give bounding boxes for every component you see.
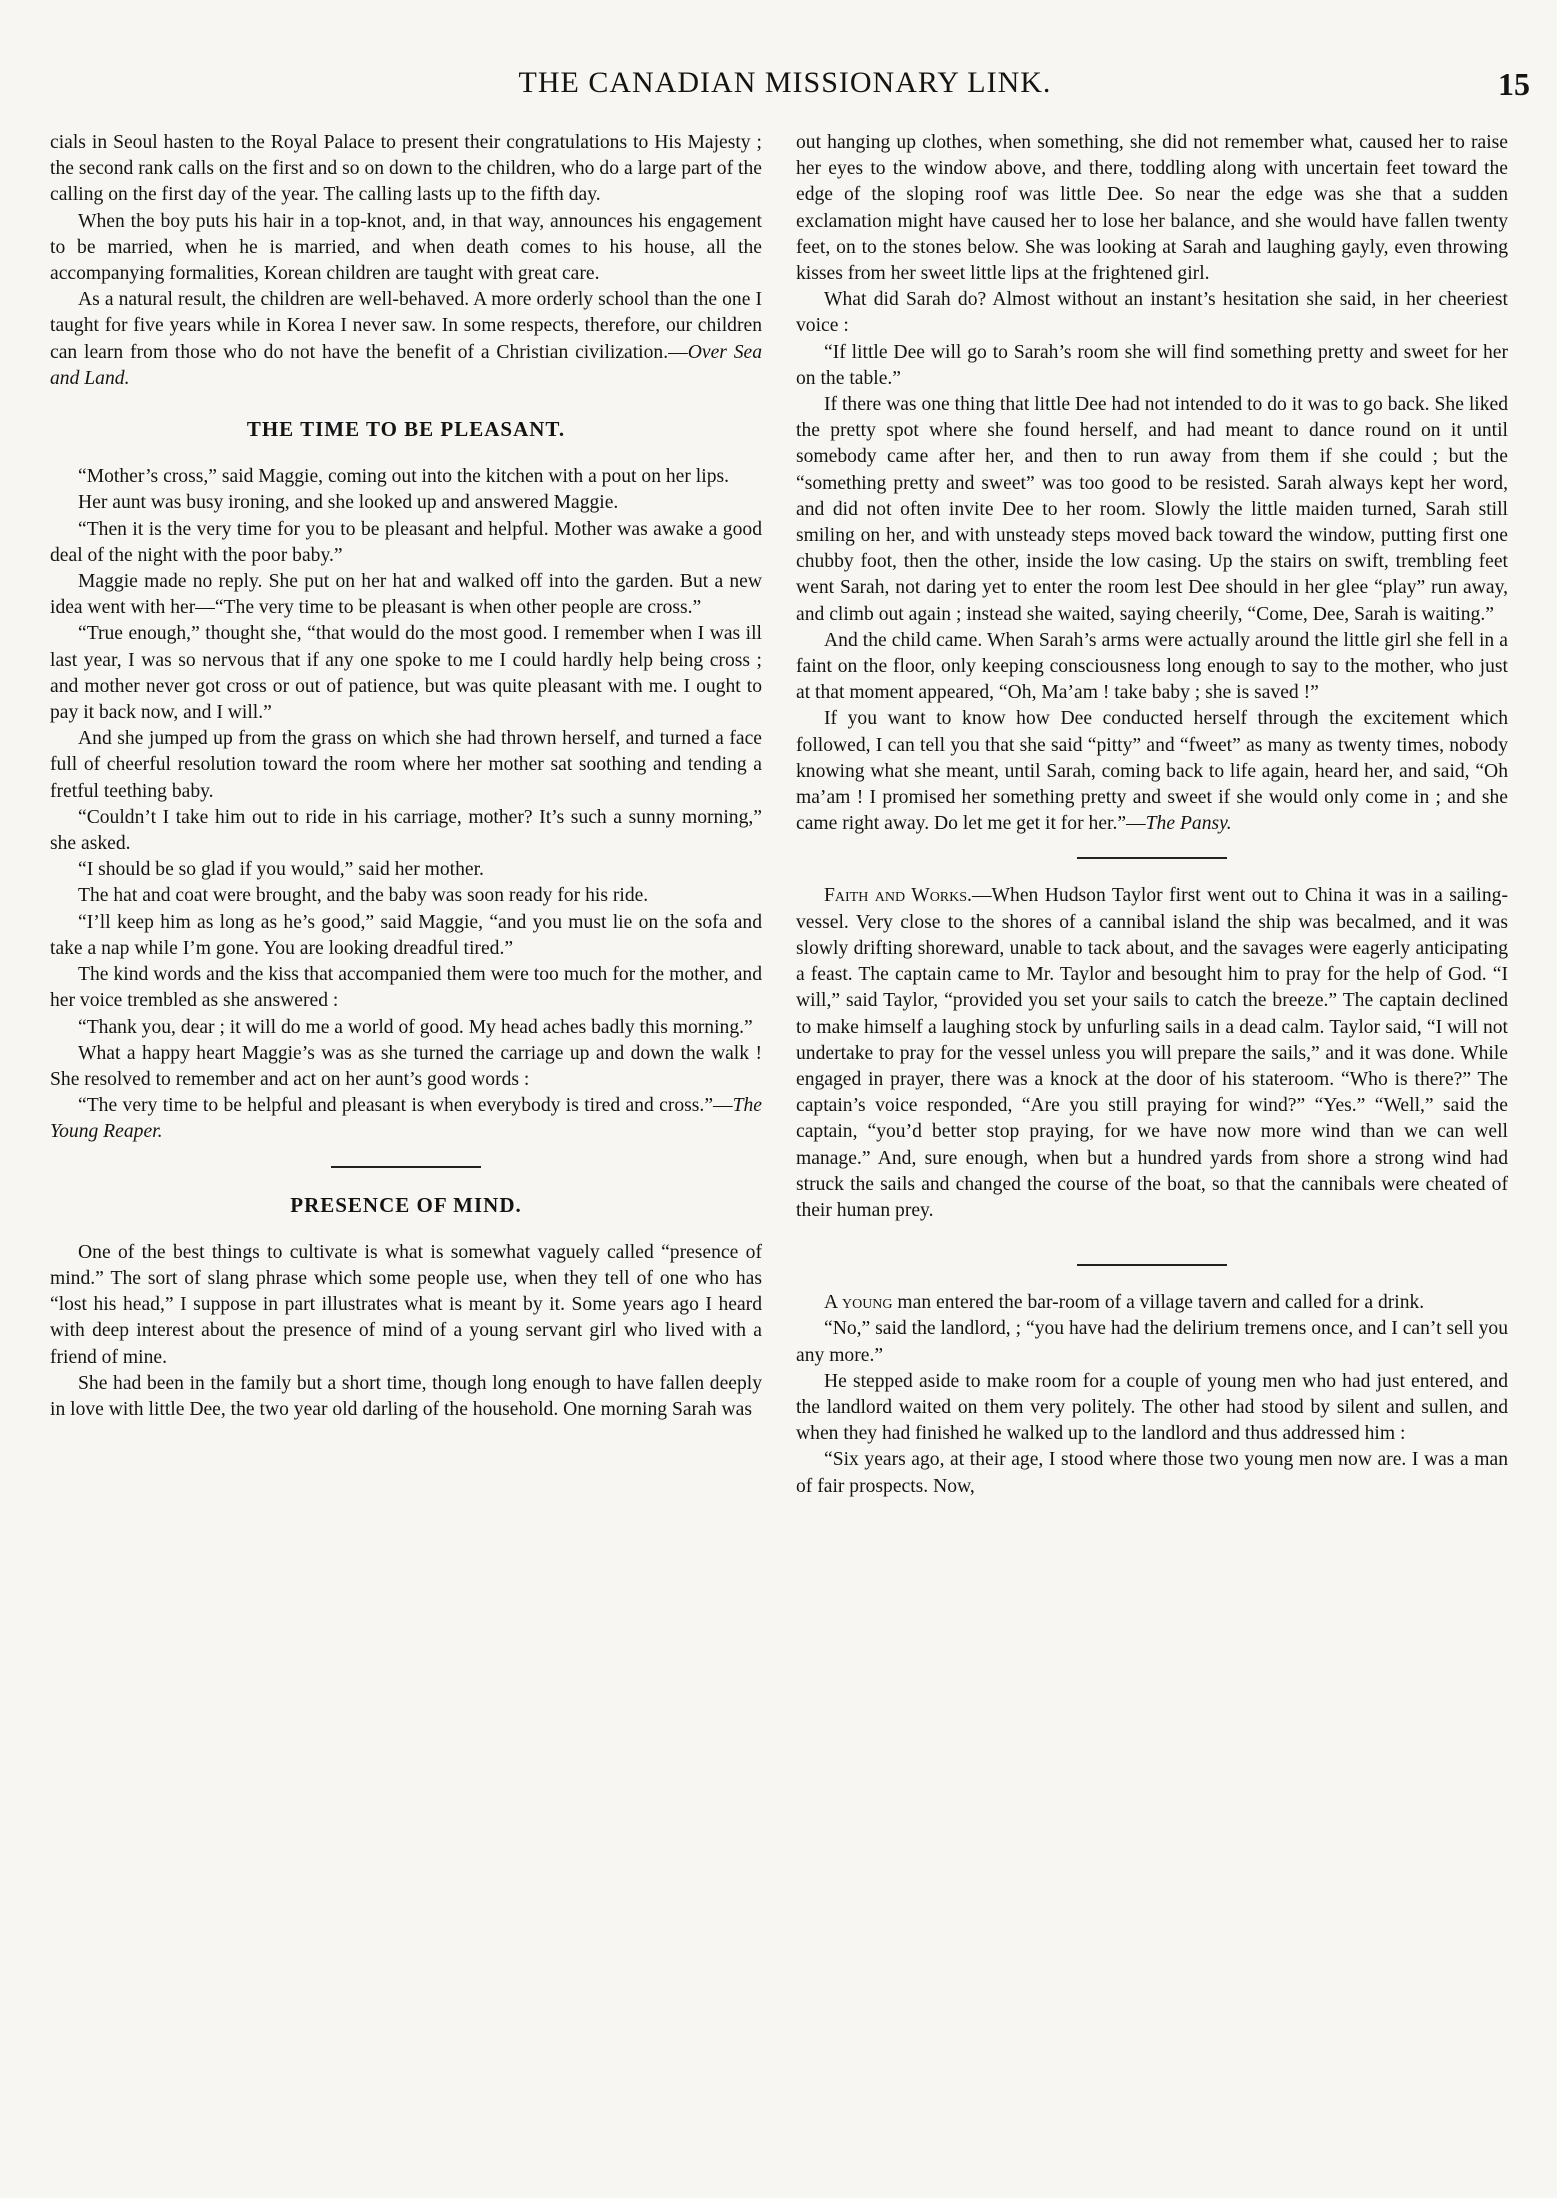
paragraph: “Then it is the very time for you to be pleasant and helpful. Mother was awake a good deal of the night with the poor baby.” (50, 518, 762, 566)
page-header (40, 66, 1530, 106)
paragraph (796, 706, 1508, 837)
paragraph: Maggie made no reply. She put on her hat and walked off into the garden. But a new idea went with her—“The very time to be pleasant is when other people are cross.” (50, 571, 762, 619)
paragraph: “Mother’s cross,” said Maggie, coming out into the kitchen with a pout on her lips. (78, 466, 730, 488)
section-divider (1077, 857, 1227, 859)
paragraph: If there was one thing that little Dee had not intended to do it was to go back. She liked the pretty spot where she found herself, and had meant to dance round on it until somebody came after her, and then to run away from them if she could ; but the “something pretty and sweet” was too good to be resisted. Sarah always kept her word, and did not often invite Dee to her room. Slowly the little maiden turned, Sarah still smiling on her, and with unsteady steps moved back toward the window, putting first one chubby foot, then the other, inside the low casing. Up the stairs on swift, trembling feet went Sarah, not daring yet to enter the room lest Dee should in her glee “play” run away, and climb out again ; instead she waited, saying cheerily, “Come, Dee, Sarah is waiting.” (796, 394, 1508, 625)
run-in-lead: A young (824, 1292, 893, 1314)
paragraph: And she jumped up from the grass on which she had thrown herself, and turned a face full of cheerful resolution toward the room where her mother sat soothing and tending a fretful teething baby. (50, 728, 762, 802)
paragraph: He stepped aside to make room for a couple of young men who had just entered, and the landlord waited on them very politely. The other had stood by silent and sullen, and when they had finished he walked up to the landlord and thus addressed him : (796, 1370, 1508, 1445)
section-divider (331, 1166, 481, 1168)
source-credit: Over Sea and Land. (50, 341, 763, 389)
paragraph: “Six years ago, at their age, I stood where those two young men now are. I was a man of fair prospects. Now, (796, 1449, 1508, 1497)
paragraph-text: “The very time to be helpful and pleasant is when everybody is tired and cross.”— (78, 1095, 733, 1117)
paragraph: “True enough,” thought she, “that would do the most good. I remember when I was ill last year, I was so nervous that if any one spoke to me I could hardly help being cross ; and mother never got cross or out of patience, but was quite pleasant with me. I ought to pay it back now, and I will.” (50, 623, 762, 724)
paragraph: One of the best things to cultivate is what is somewhat vaguely called “presence of mind.” The sort of slang phrase which some people use, when they tell of one who has “lost his head,” I suppose in part illustrates what is meant by it. Some years ago I heard with deep interest about the presence of mind of a young servant girl who lived with a friend of mine. (50, 1241, 762, 1368)
paragraph: “Thank you, dear ; it will do me a world of good. My head aches badly this morning.” (78, 1016, 753, 1038)
paragraph (50, 1093, 762, 1145)
section-divider (1077, 1264, 1227, 1266)
paragraph-text: —When Hudson Taylor first went out to China it was in a sailing-vessel. Very close to the shores of a cannibal island the ship was becalmed, and it was slowly drifting shoreward, unable to tack about, and the savages were eagerly anticipating a feast. The captain came to Mr. Taylor and besought him to pray for the help of God. “I will,” said Taylor, “provided you set your sails to catch the breeze.” The captain declined to make himself a laughing stock by unfurling sails in a dead calm. Taylor said, “I will not undertake to pray for the vessel unless you will prepare the sails,” and it was done. While engaged in prayer, there was a knock at the door of his stateroom. “Who is there?” The captain’s voice responded, “Are you still praying for wind?” “Yes.” “Well,” said the captain, “you’d better stop praying, for we have now more wind than we can well manage.” And, sure enough, when but a hundred yards from shore a strong wind had struck the sails and changed the course of the boat, so that the cannibals were cheated of their human prey. (796, 885, 1508, 1221)
paragraph: “Couldn’t I take him out to ride in his carriage, mother? It’s such a sunny morning,” she asked. (50, 806, 762, 855)
article-title: PRESENCE OF MIND. (290, 1192, 522, 1217)
paragraph: When the boy puts his hair in a top-knot, and, in that way, announces his engagement to be married, when he is married, and when death comes to his house, all the accompanying formalities, Korean children are taught with great care. (50, 210, 762, 285)
paragraph-text: man entered the bar-room of a village tavern and called for a drink. (892, 1292, 1425, 1314)
paragraph (796, 883, 1508, 1224)
paragraph-text: As a natural result, the children are well-behaved. A more orderly school than the one I taught for five years while in Korea I never saw. In some respects, therefore, our children can learn from those who do not have the benefit of a Christian civilization.— (50, 289, 762, 363)
paragraph: The hat and coat were brought, and the baby was soon ready for his ride. (78, 885, 649, 907)
paragraph (796, 1290, 1508, 1316)
spacer (796, 1224, 1508, 1244)
source-credit: The Young Reaper. (50, 1095, 762, 1143)
article-title: THE TIME TO BE PLEASANT. (246, 417, 566, 442)
paragraph: out hanging up clothes, when something, she did not remember what, caused her to raise her eyes to the window above, and there, toddling along with uncertain feet toward the edge of the sloping roof was little Dee. So near the edge was she that a sudden exclamation might have caused her to lose her balance, and she would have fallen twenty feet, on to the stones below. She was looking at Sarah and laughing gayly, even throwing kisses from her sweet little lips at the frightened girl. (796, 132, 1508, 285)
paragraph: “If little Dee will go to Sarah’s room she will find something pretty and sweet for her on the table.” (796, 341, 1508, 389)
page-number: 15 (1498, 66, 1530, 102)
run-in-heading: Faith and Works. (824, 885, 972, 907)
paragraph: And the child came. When Sarah’s arms were actually around the little girl she fell in a faint on the floor, only keeping consciousness long enough to say to the mother, who just at that moment appeared, “Oh, Ma’am ! take baby ; she is saved !” (796, 629, 1508, 704)
running-title: THE CANADIAN MISSIONARY LINK. (518, 66, 1052, 99)
paragraph: The kind words and the kiss that accompanied them were too much for the mother, and her voice trembled as she answered : (50, 964, 762, 1012)
paragraph: She had been in the family but a short time, though long enough to have fallen deeply in love with little Dee, the two year old darling of the household. One morning Sarah was (50, 1372, 762, 1420)
paragraph: “I’ll keep him as long as he’s good,” said Maggie, “and you must lie on the sofa and take a nap while I’m gone. You are looking dreadful tired.” (50, 911, 762, 959)
right-column (796, 130, 1508, 1500)
paragraph-text: If you want to know how Dee conducted herself through the excitement which followed, I can tell you that she said “pitty” and “fweet” as many as twenty times, nobody knowing what she meant, until Sarah, coming back to life again, heard her, and said, “Oh ma’am ! I promised her something pretty and sweet if she would only come in ; and she came right away. Do let me get it for her.”— (796, 708, 1508, 835)
paragraph: What did Sarah do? Almost without an instant’s hesitation she said, in her cheeriest voice : (796, 289, 1508, 337)
paragraph: Her aunt was busy ironing, and she looked up and answered Maggie. (78, 492, 619, 514)
paragraph: cials in Seoul hasten to the Royal Palace to present their congratulations to His Majesty ; the second rank calls on the first and so on down to the children, who do a large part of the calling on the first day of the year. The calling lasts up to the fifth day. (50, 132, 762, 206)
left-column (50, 130, 762, 1423)
source-credit: The Pansy. (1145, 813, 1232, 835)
paragraph: What a happy heart Maggie’s was as she turned the carriage up and down the walk ! She resolved to remember and act on her aunt’s good words : (50, 1042, 762, 1090)
paragraph (50, 287, 762, 392)
paragraph: “No,” said the landlord, ; “you have had the delirium tremens once, and I can’t sell you any more.” (796, 1318, 1508, 1366)
paragraph: “I should be so glad if you would,” said her mother. (78, 859, 484, 881)
